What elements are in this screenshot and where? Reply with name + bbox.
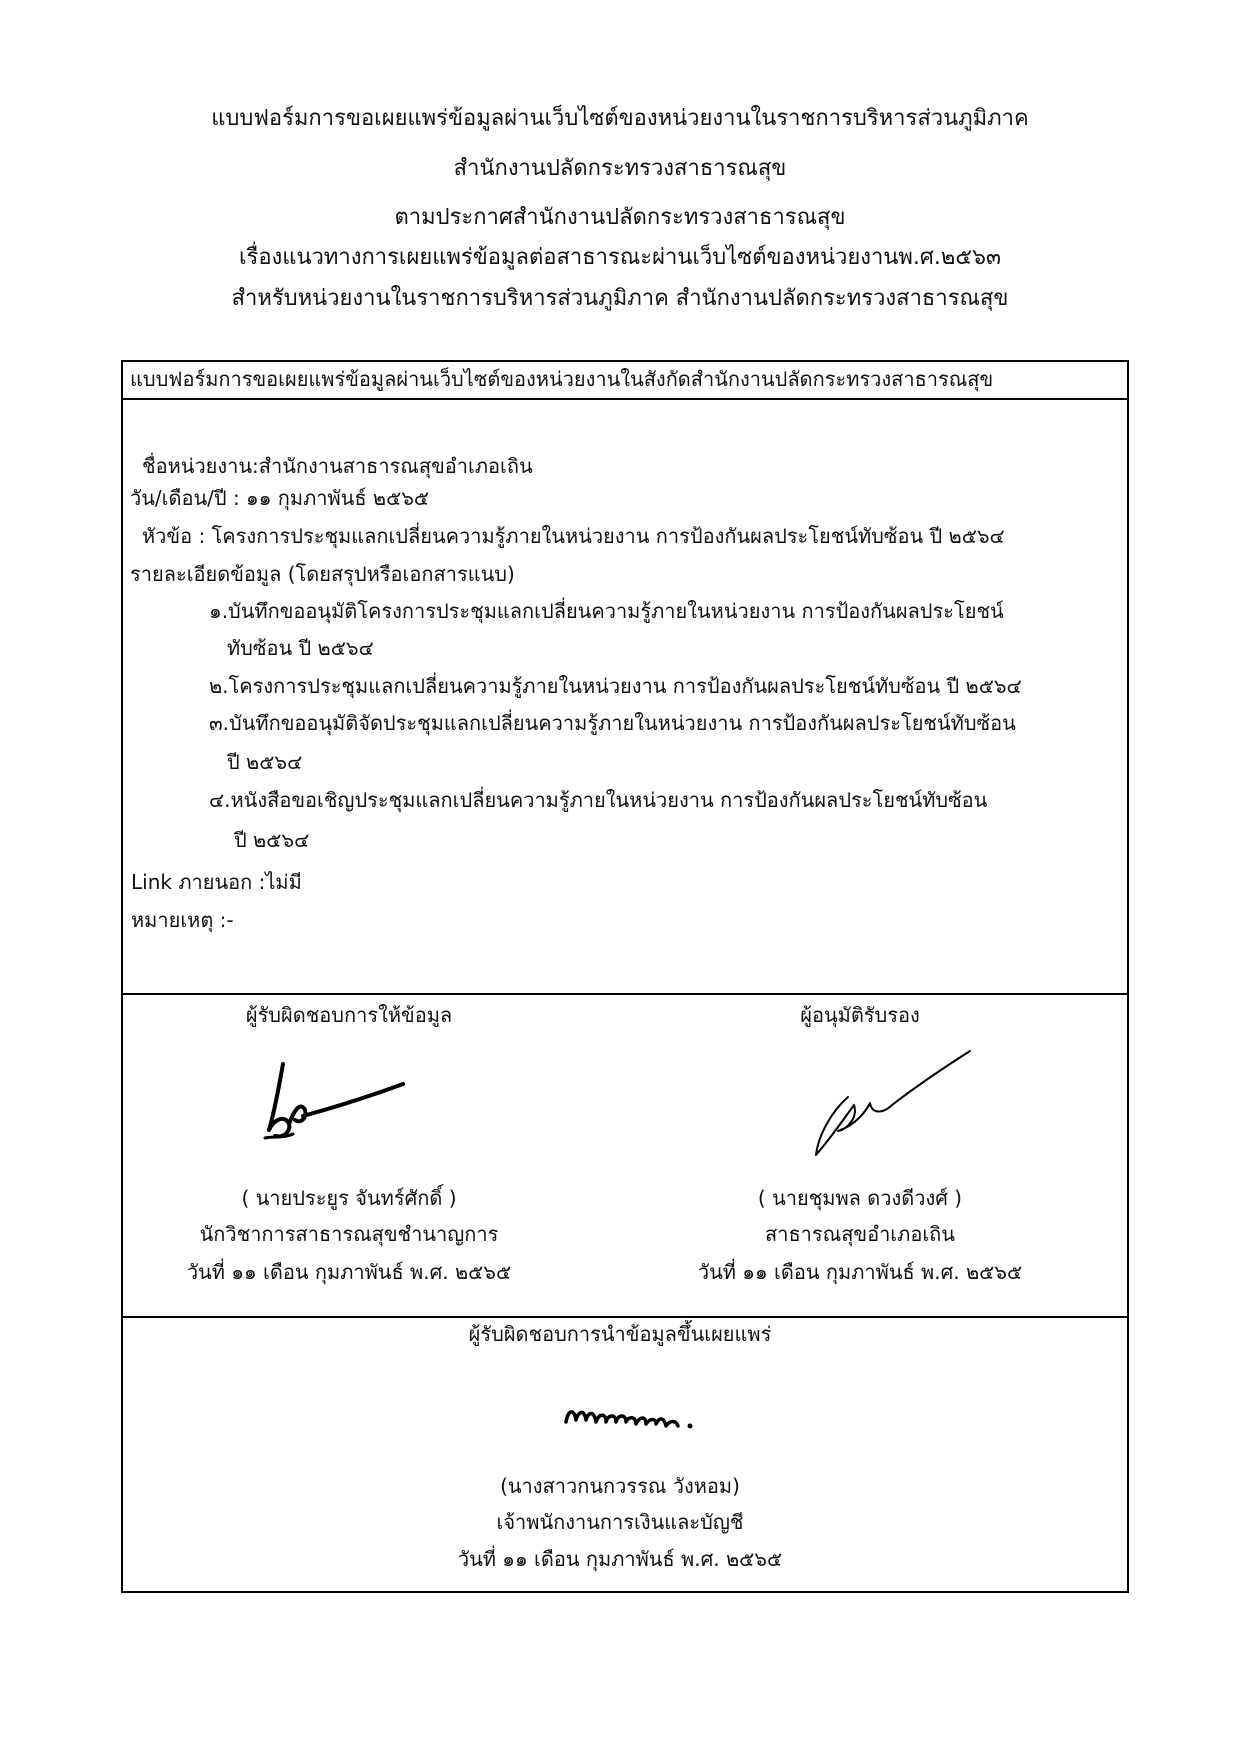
informant-signature	[255, 1058, 415, 1148]
informant-date: วันที่ ๑๑ เดือน กุมภาพันธ์ พ.ศ. ๒๕๖๕	[186, 1260, 512, 1284]
publisher-name: (นางสาวกนกวรรณ วังหอม)	[500, 1474, 740, 1498]
approver-date: วันที่ ๑๑ เดือน กุมภาพันธ์ พ.ศ. ๒๕๖๕	[697, 1260, 1023, 1284]
signature-section-divider	[121, 993, 1129, 995]
informant-position: นักวิชาการสาธารณสุขชำนาญการ	[199, 1222, 499, 1246]
detail-item-3: ๓.บันทึกขออนุมัติจัดประชุมแลกเปลี่ยนความรู้ภายในหน่วยงาน การป้องกันผลประโยชน์ทับซ้อน	[209, 711, 1016, 735]
details-label: รายละเอียดข้อมูล (โดยสรุปหรือเอกสารแนบ)	[130, 562, 515, 586]
detail-item-4-cont: ปี ๒๕๖๔	[234, 828, 310, 852]
header-line-1: แบบฟอร์มการขอเผยแพร่ข้อมูลผ่านเว็บไซต์ของหน่วยงานในราชการบริหารส่วนภูมิภาค	[211, 106, 1029, 131]
subject: หัวข้อ : โครงการประชุมแลกเปลี่ยนความรู้ภายในหน่วยงาน การป้องกันผลประโยชน์ทับซ้อน ปี ๒๕๖๔	[142, 524, 1005, 548]
approver-position: สาธารณสุขอำเภอเถิน	[765, 1222, 955, 1246]
agency-name: ชื่อหน่วยงาน:สำนักงานสาธารณสุขอำเภอเถิน	[142, 454, 533, 478]
form-title: แบบฟอร์มการขอเผยแพร่ข้อมูลผ่านเว็บไซต์ของหน่วยงานในสังกัดสำนักงานปลัดกระทรวงสาธารณสุข	[130, 367, 994, 391]
publisher-section-divider	[121, 1316, 1129, 1318]
approver-name: ( นายชุมพล ดวงดีวงศ์ )	[757, 1186, 963, 1210]
publisher-date: วันที่ ๑๑ เดือน กุมภาพันธ์ พ.ศ. ๒๕๖๕	[457, 1547, 783, 1571]
publisher-signature	[560, 1392, 700, 1442]
detail-item-3-cont: ปี ๒๕๖๔	[227, 750, 303, 774]
remark: หมายเหตุ :-	[131, 908, 234, 932]
external-link: Link ภายนอก :ไม่มี	[131, 870, 302, 894]
detail-item-1-cont: ทับซ้อน ปี ๒๕๖๔	[227, 636, 374, 660]
informant-name: ( นายประยูร จันทร์ศักดิ์ )	[241, 1186, 457, 1210]
approver-heading: ผู้อนุมัติรับรอง	[800, 1003, 920, 1027]
header-line-3: ตามประกาศสำนักงานปลัดกระทรวงสาธารณสุข	[394, 205, 846, 230]
publisher-heading: ผู้รับผิดชอบการนำข้อมูลขึ้นเผยแพร่	[468, 1322, 772, 1346]
form-title-divider	[121, 398, 1129, 400]
header-line-4: เรื่องแนวทางการเผยแพร่ข้อมูลต่อสาธารณะผ่านเว็บไซต์ของหน่วยงานพ.ศ.๒๕๖๓	[238, 245, 1002, 270]
publisher-position: เจ้าพนักงานการเงินและบัญชี	[496, 1510, 744, 1534]
header-line-2: สำนักงานปลัดกระทรวงสาธารณสุข	[453, 156, 787, 181]
form-date: วัน/เดือน/ปี : ๑๑ กุมภาพันธ์ ๒๕๖๕	[130, 486, 430, 510]
approver-signature	[808, 1045, 978, 1165]
detail-item-2: ๒.โครงการประชุมแลกเปลี่ยนความรู้ภายในหน่วยงาน การป้องกันผลประโยชน์ทับซ้อน ปี ๒๕๖๔	[209, 674, 1022, 698]
informant-heading: ผู้รับผิดชอบการให้ข้อมูล	[245, 1003, 453, 1027]
header-line-5: สำหรับหน่วยงานในราชการบริหารส่วนภูมิภาค สำนักงานปลัดกระทรวงสาธารณสุข	[231, 286, 1009, 311]
detail-item-4: ๔.หนังสือขอเชิญประชุมแลกเปลี่ยนความรู้ภายในหน่วยงาน การป้องกันผลประโยชน์ทับซ้อน	[209, 788, 988, 812]
detail-item-1: ๑.บันทึกขออนุมัติโครงการประชุมแลกเปลี่ยนความรู้ภายในหน่วยงาน การป้องกันผลประโยชน์	[209, 599, 1004, 623]
